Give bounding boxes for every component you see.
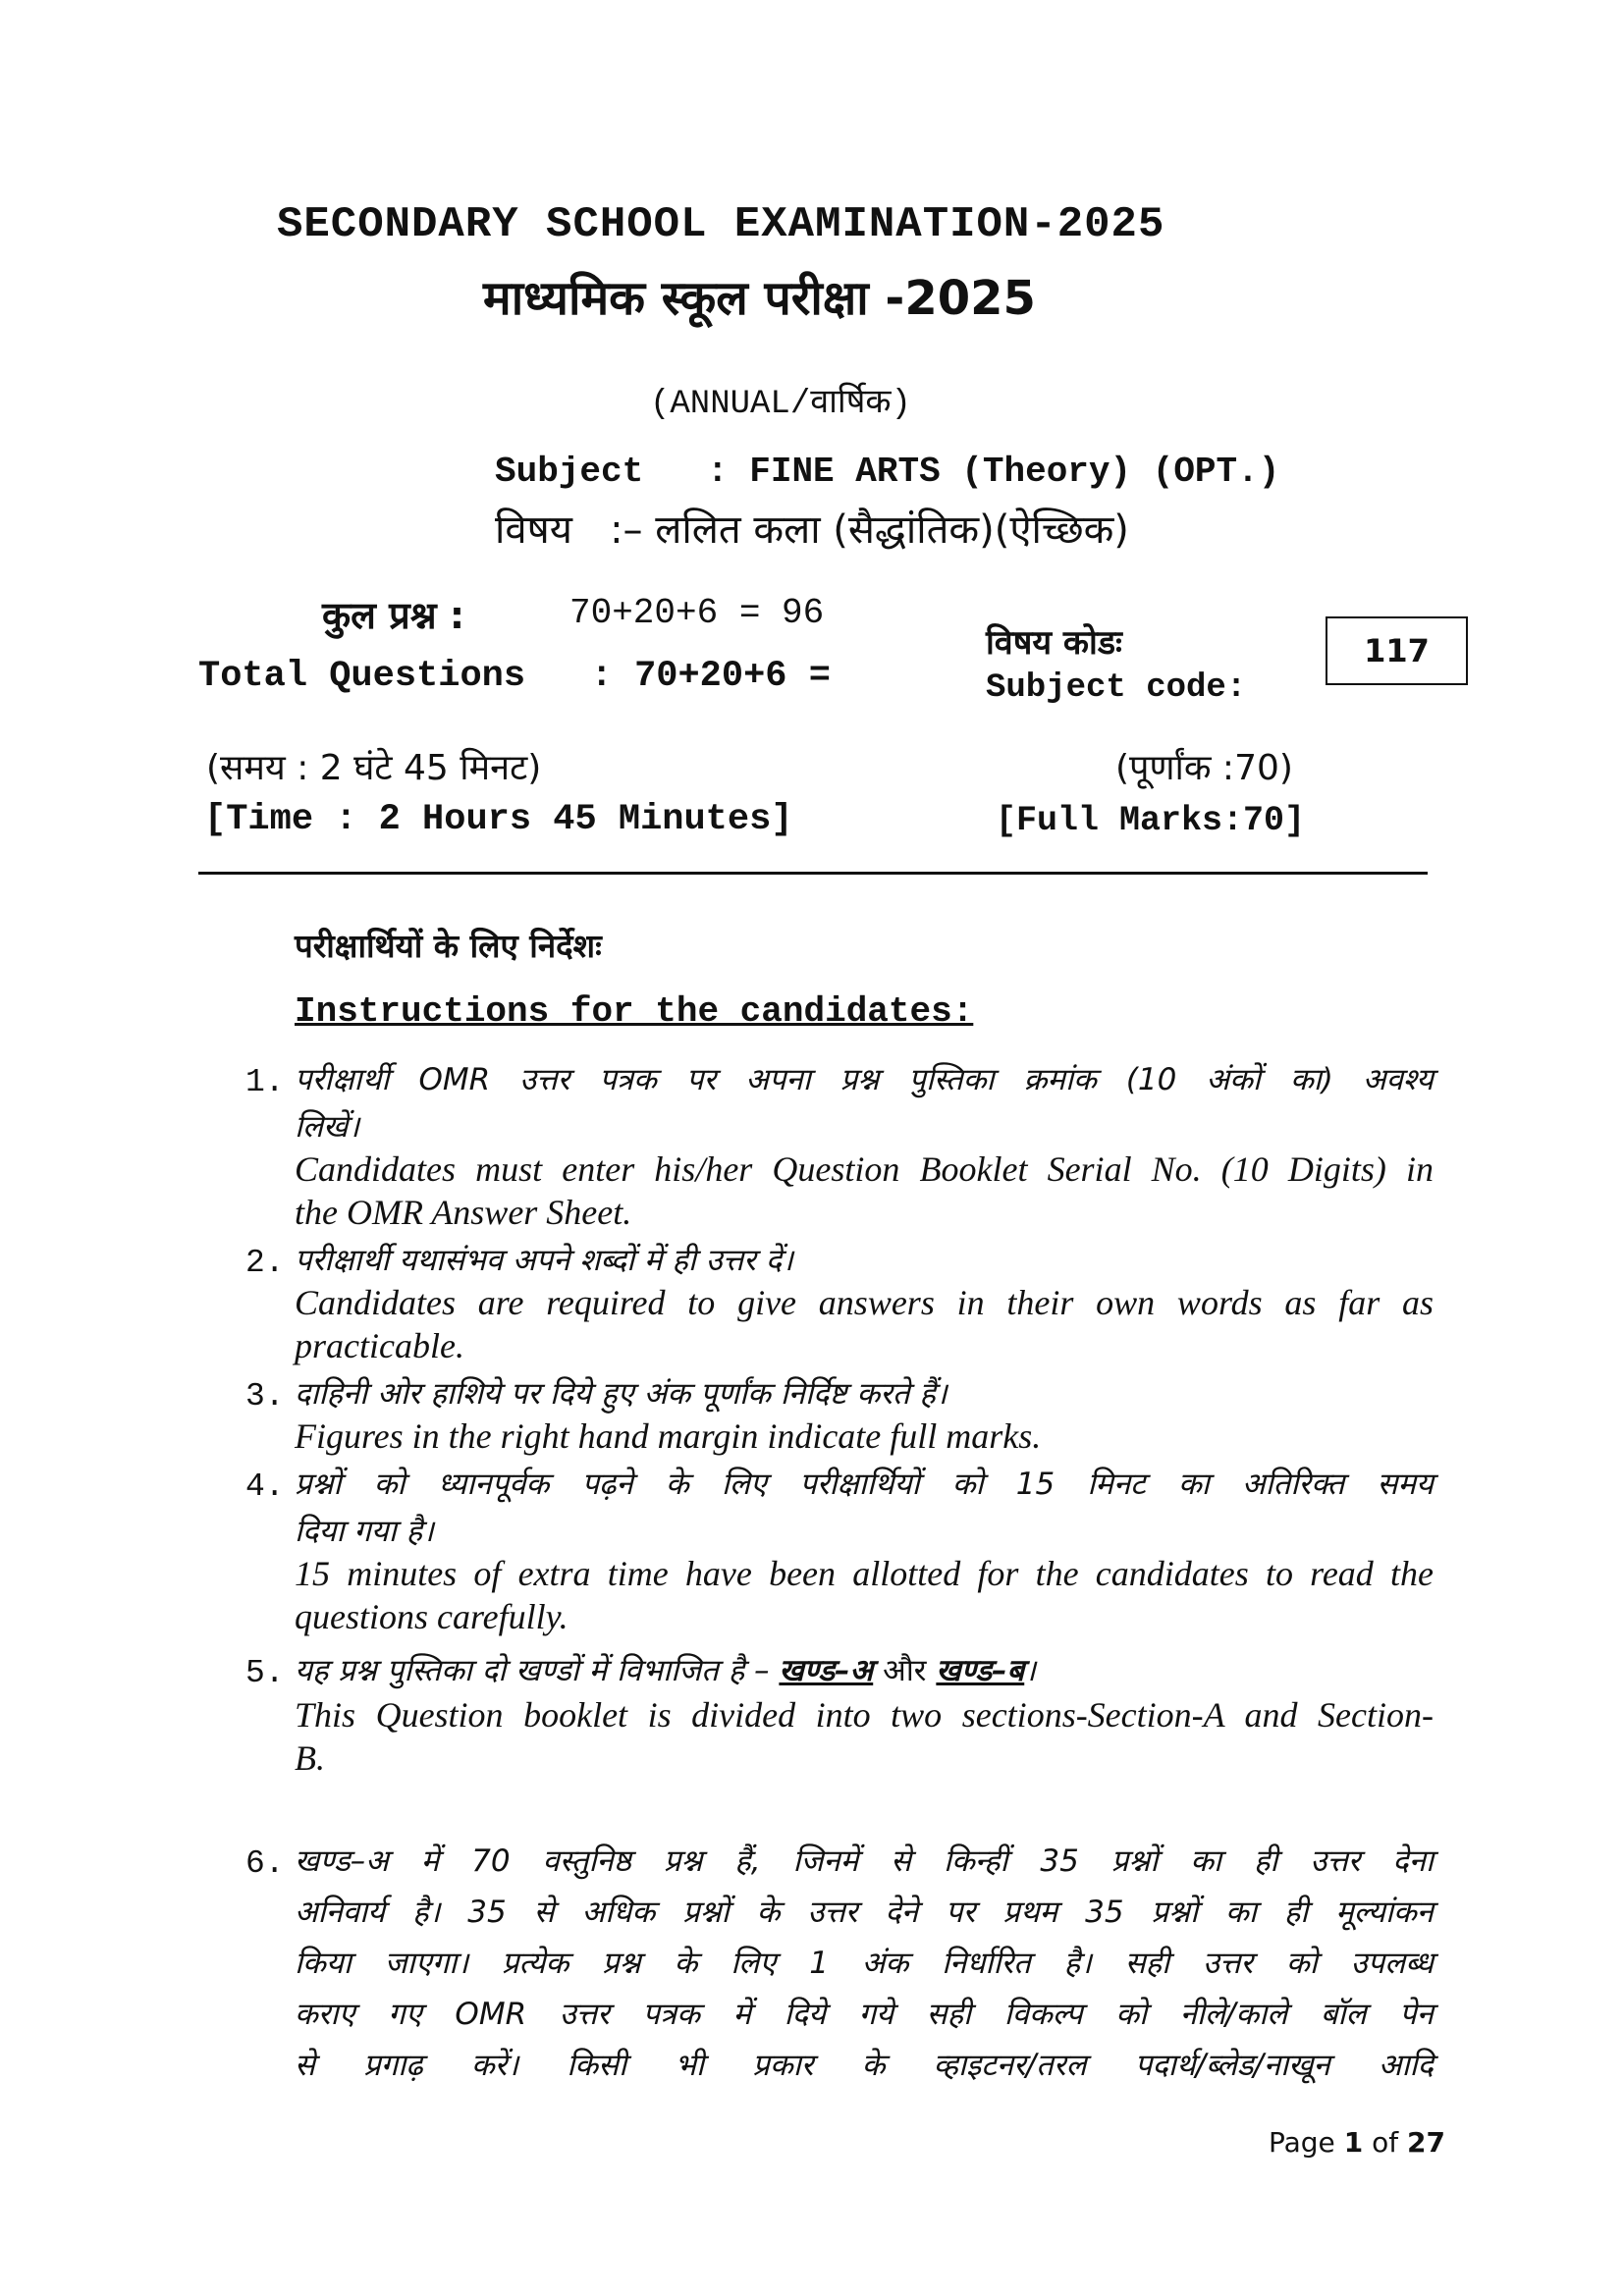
instruction-hi-line: परीक्षार्थी OMR उत्तर पत्रक पर अपना प्रश्न पुस्तिका क्रमांक (10 अंकों का) अवश्य [295, 1062, 1434, 1097]
time-hi: (समय : 2 घंटे 45 मिनट) [206, 748, 542, 788]
section-a-label: खण्ड–अ [779, 1653, 874, 1688]
instruction-hi-line: कराए गए OMR उत्तर पत्रक में दिये गये सही विकल्प को नीले/काले बॉल पेन [295, 1997, 1434, 2032]
instruction-en-line: 15 minutes of extra time have been allotted for the candidates to read the [295, 1554, 1434, 1593]
exam-title-hi: माध्यमिक स्कूल परीक्षा -2025 [483, 271, 1036, 326]
total-questions-hi-label: कुल प्रश्न : [322, 594, 465, 637]
instruction-en-line: Candidates are required to give answers in their own words as far as [295, 1283, 1434, 1322]
full-marks-en: [Full Marks:70] [996, 801, 1306, 840]
instruction-en-line: the OMR Answer Sheet. [295, 1193, 632, 1232]
subject-hi: विषय :– ललित कला (सैद्धांतिक)(ऐच्छिक) [495, 507, 1129, 553]
instruction-number: 5. [245, 1655, 285, 1691]
instruction-en-line: Candidates must enter his/her Question Booklet Serial No. (10 Digits) in [295, 1149, 1434, 1189]
exam-title-en: SECONDARY SCHOOL EXAMINATION-2025 [277, 200, 1165, 249]
subject-en: Subject : FINE ARTS (Theory) (OPT.) [495, 452, 1280, 492]
instruction-hi-line: से प्रगाढ़ करें। किसी भी प्रकार के व्हाइटनर/तरल पदार्थ/ब्लेड/नाखून आदि [295, 2048, 1434, 2083]
time-en: [Time : 2 Hours 45 Minutes] [204, 799, 793, 840]
section-b-label: खण्ड–ब [936, 1653, 1025, 1688]
instruction-en-line: This Question booklet is divided into two sections-Section-A and Section- [295, 1695, 1434, 1735]
instruction-number: 3. [245, 1378, 285, 1415]
exam-annual-label: (ANNUAL/वार्षिक) [650, 386, 911, 423]
instruction-number: 6. [245, 1845, 285, 1882]
subject-code-hi: विषय कोडः [986, 623, 1122, 663]
total-questions-hi-value: 70+20+6 = 96 [569, 593, 825, 633]
instruction-hi-line: दाहिनी ओर हाशिये पर दिये हुए अंक पूर्णांक निर्दिष्ट करते हैं। [295, 1376, 947, 1412]
instruction-hi-line: लिखें। [295, 1109, 360, 1145]
instruction-number: 4. [245, 1468, 285, 1505]
page-number: Page 1 of 27 [1269, 2126, 1445, 2159]
full-marks-hi: (पूर्णांक :70) [1115, 748, 1293, 788]
subject-code-en: Subject code: [986, 669, 1247, 707]
instruction-en-line: Figures in the right hand margin indicate full marks. [295, 1416, 1042, 1456]
instruction-hi-line: किया जाएगा। प्रत्येक प्रश्न के लिए 1 अंक निर्धारित है। सही उत्तर को उपलब्ध [295, 1946, 1434, 1981]
instruction-hi-line: अनिवार्य है। 35 से अधिक प्रश्नों के उत्तर देने पर प्रथम 35 प्रश्नों का ही मूल्यांकन [295, 1895, 1434, 1930]
header-divider [198, 872, 1428, 875]
instruction-number: 2. [245, 1245, 285, 1281]
instruction-en-line: practicable. [295, 1326, 464, 1365]
subject-code-value: 117 [1364, 632, 1430, 669]
instructions-heading-en: Instructions for the candidates: [295, 991, 974, 1032]
instruction-hi-line: दिया गया है। [295, 1514, 434, 1549]
instruction-number: 1. [245, 1064, 285, 1100]
instruction-hi-line: प्रश्नों को ध्यानपूर्वक पढ़ने के लिए परीक्षार्थियों को 15 मिनट का अतिरिक्त समय [295, 1467, 1434, 1502]
instructions-heading-hi: परीक्षार्थियों के लिए निर्देशः [295, 927, 602, 965]
instruction-hi-line: खण्ड–अ में 70 वस्तुनिष्ठ प्रश्न हैं, जिनमें से किन्हीं 35 प्रश्नों का ही उत्तर देना [295, 1843, 1434, 1879]
subject-code-box [1326, 616, 1468, 685]
total-questions-en: Total Questions : 70+20+6 = [198, 656, 831, 697]
instruction-en-line: questions carefully. [295, 1597, 568, 1636]
instruction-hi-line: यह प्रश्न पुस्तिका दो खण्डों में विभाजित है – खण्ड–अ और खण्ड–ब। [295, 1653, 1036, 1688]
instruction-en-line: B. [295, 1738, 325, 1778]
instruction-hi-line: परीक्षार्थी यथासंभव अपने शब्दों में ही उत्तर दें। [295, 1243, 793, 1278]
